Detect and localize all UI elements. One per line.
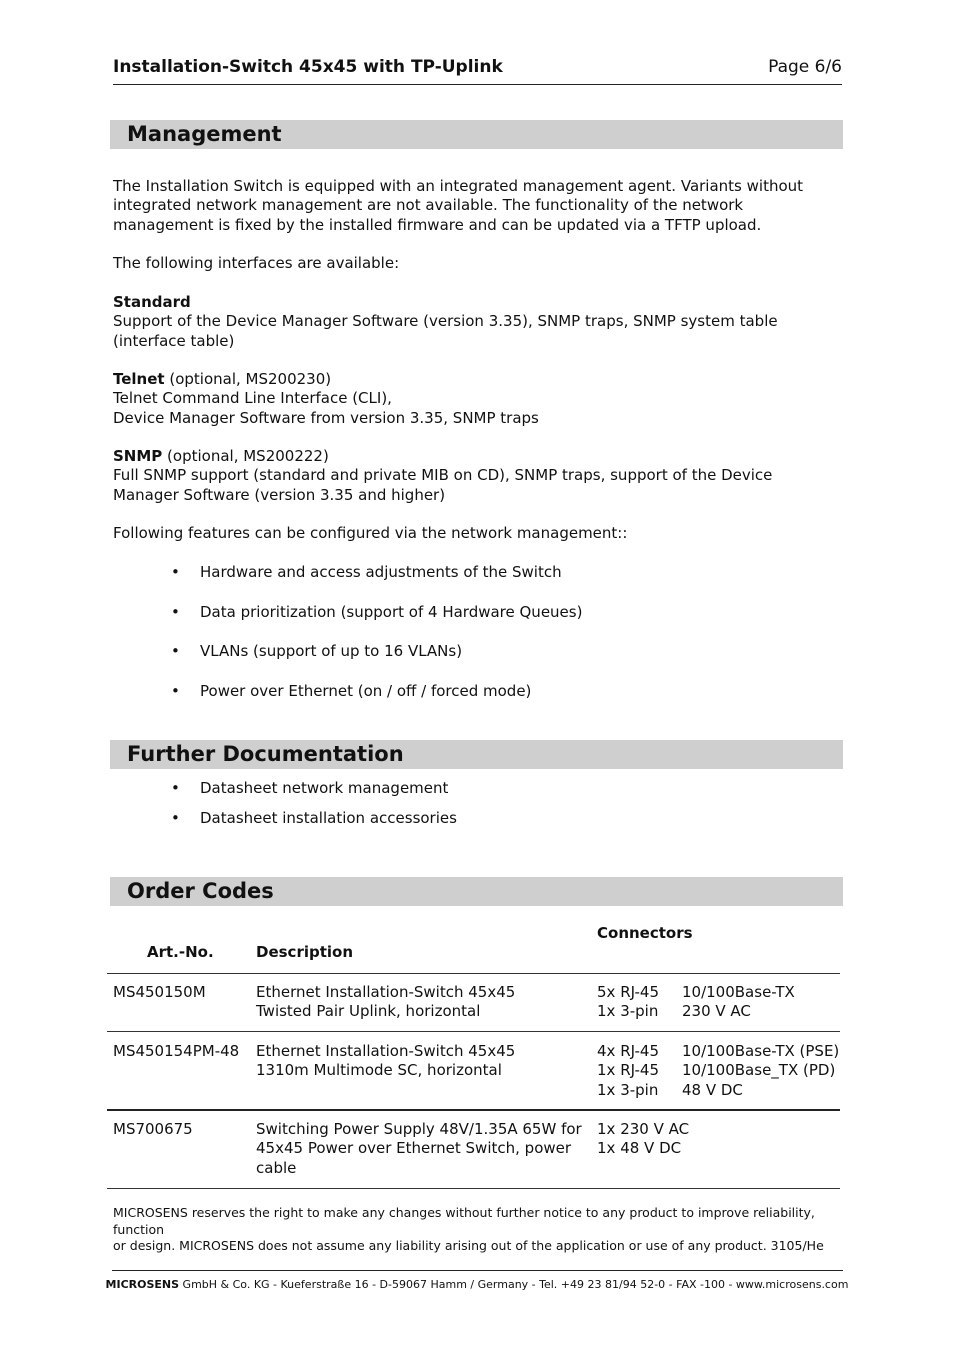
section-heading: Management [127,122,282,146]
section-management [110,120,843,149]
section-further-documentation [110,740,843,769]
description-cell: Ethernet Installation-Switch 45x45 1310m Multimode SC, horizontal [256,1042,516,1080]
connector-count-cell: 5x RJ-45 1x 3-pin [597,983,659,1021]
art-no-cell: MS700675 [113,1120,193,1138]
column-header-description: Description [256,943,354,961]
table-rule [107,1109,840,1111]
company-address: GmbH & Co. KG - Kueferstraße 16 - D-59067 Hamm / Germany - Tel. +49 23 81/94 52-0 - FAX -100 - www.microsens.com [179,1278,849,1291]
description-cell: Switching Power Supply 48V/1.35A 65W for 45x45 Power over Ethernet Switch, power cable [256,1120,582,1177]
section-heading: Further Documentation [127,742,404,766]
column-header-art-no: Art.-No. [147,943,214,961]
table-rule [107,1188,840,1189]
column-header-connectors: Connectors [597,924,693,942]
company-name: MICROSENS [105,1278,180,1291]
connector-spec-cell: 10/100Base-TX (PSE) 10/100Base_TX (PD) 48 V DC [682,1042,840,1099]
features-intro: Following features can be configured via the network management:: [113,524,628,542]
footer-rule [112,1270,843,1271]
page-number: Page 6/6 [768,57,842,77]
interface-snmp: SNMP (optional, MS200222) Full SNMP support (standard and private MIB on CD), SNMP traps, support of the Device Manager Software (version 3.35 and higher) [113,447,773,504]
datasheet-page: Installation-Switch 45x45 with TP-Uplink Page 6/6 Management The Installation Switch is equipped with an integrated management agent. Variants without integrated network management are not available. The functionality of the network management is fixed by the installed firmware and can be updated via a TFTP upload. The following interfaces are available: Standard Support of the Device Manager Software (version 3.35), SNMP traps, SNMP system table (interface table) Telnet (optional, MS200230) Telnet Command Line Interface (CLI), Device Manager Software from version 3.35, SNMP traps SNMP (optional, MS200222) Full SNMP support (standard and private MIB on CD), SNMP traps, support of the Device Manager Software (version 3.35 and higher) Following features can be configured via the network management:: • Hardware and access adjustments of the Switch • Data prioritization (support of 4 Hardware Queues) • VLANs (support of up to 16 VLANs) • Power over Ethernet (on / off / forced mode) Further Documentation • Datasheet network management • Datasheet installation accessories Order Codes Connectors Art.-No. Description MS450150M Ethernet Installation-Switch 45x45 Twisted Pair Uplink, horizontal 5x RJ-45 1x 3-pin 10/100Base-TX 230 V AC MS450154PM-48 Ethernet Installation-Switch 45x45 1310m Multimode SC, horizontal 4x RJ-45 1x RJ-45 1x 3-pin 10/100Base-TX (PSE) 10/100Base_TX (PD) 48 V DC MS700675 Switching Power Supply 48V/1.35A 65W for 45x45 Power over Ethernet Switch, power cable 1x 230 V AC 1x 48 V DC MICROSENS reserves the right to make any changes without further notice to any product to improve reliability, function or design. MICROSENS does not assume any liability arising out of the application or use of any product. 3105/He MICROSENS GmbH & Co. KG - Kueferstraße 16 - D-59067 Hamm / Germany - Tel. +49 23 81/94 52-0 - FAX -100 - www.microsens.com [0,0,954,1351]
art-no-cell: MS450150M [113,983,206,1001]
interface-telnet: Telnet (optional, MS200230) Telnet Command Line Interface (CLI), Device Manager Software from version 3.35, SNMP traps [113,370,539,427]
description-cell: Ethernet Installation-Switch 45x45 Twisted Pair Uplink, horizontal [256,983,516,1021]
management-intro: The Installation Switch is equipped with an integrated management agent. Variants without integrated network management are not available. The functionality of the network management is fixed by the installed firmware and can be updated via a TFTP upload. [113,177,804,234]
disclaimer: MICROSENS reserves the right to make any changes without further notice to any product to improve reliability, function or design. MICROSENS does not assume any liability arising out of the application or use of any product. 3105/He [113,1205,824,1253]
document-title: Installation-Switch 45x45 with TP-Uplink [113,57,503,77]
connector-count-cell: 1x 230 V AC 1x 48 V DC [597,1120,690,1158]
connector-spec-cell: 10/100Base-TX 230 V AC [682,983,795,1021]
interfaces-intro: The following interfaces are available: [113,254,400,272]
table-rule [107,973,840,974]
section-order-codes [110,877,843,906]
page-footer [0,1278,954,1291]
connector-count-cell: 4x RJ-45 1x RJ-45 1x 3-pin [597,1042,659,1099]
page-header [113,57,842,85]
art-no-cell: MS450154PM-48 [113,1042,240,1060]
section-heading: Order Codes [127,879,274,903]
interface-standard: Standard Support of the Device Manager Software (version 3.35), SNMP traps, SNMP system table (interface table) [113,293,778,350]
table-rule [107,1031,840,1032]
